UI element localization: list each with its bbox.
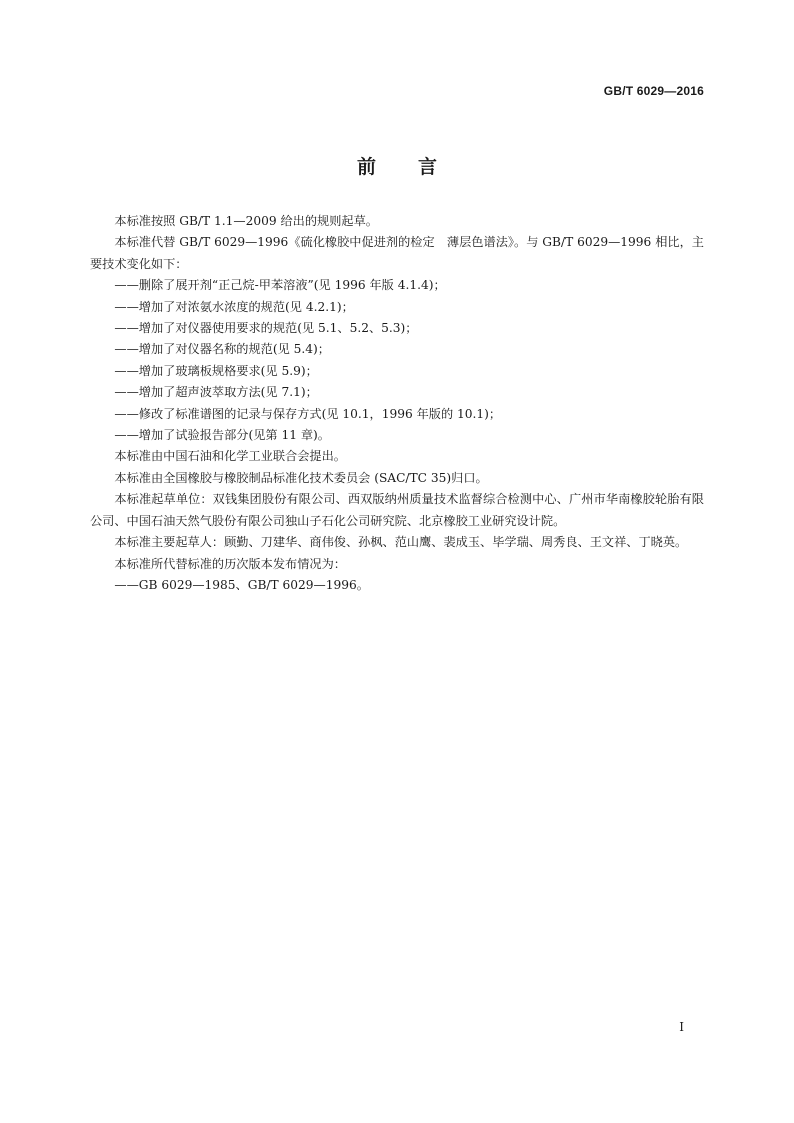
change-item: ——增加了对仪器使用要求的规范(见 5.1、5.2、5.3)； bbox=[114, 321, 418, 336]
standard-code-header: GB/T 6029—2016 bbox=[603, 84, 704, 98]
paragraph-proposer: 本标准由中国石油和化学工业联合会提出。 bbox=[114, 449, 346, 464]
change-item: ——增加了对浓氨水浓度的规范(见 4.2.1)； bbox=[114, 299, 354, 314]
change-item: ——删除了展开剂“正己烷-甲苯溶液”(见 1996 年版 4.1.4)； bbox=[114, 278, 446, 293]
change-item: ——增加了试验报告部分(见第 11 章)。 bbox=[114, 428, 330, 443]
paragraph-drafting-rules: 本标准按照 GB/T 1.1—2009 给出的规则起草。 bbox=[114, 214, 378, 228]
page-title bbox=[0, 152, 794, 179]
change-item: ——增加了玻璃板规格要求(见 5.9)； bbox=[114, 363, 318, 378]
paragraph-technical-committee: 本标准由全国橡胶与橡胶制品标准化技术委员会 (SAC/TC 35)归口。 bbox=[114, 470, 488, 485]
page-number: I bbox=[679, 1020, 684, 1034]
title-char-2: 言 bbox=[418, 156, 438, 178]
paragraph-version-history: 本标准所代替标准的历次版本发布情况为： bbox=[114, 556, 346, 571]
change-item: ——修改了标准谱图的记录与保存方式(见 10.1，1996 年版的 10.1)； bbox=[114, 406, 502, 421]
title-char-1: 前 bbox=[356, 156, 376, 178]
version-history-item: ——GB 6029—1985、GB/T 6029—1996。 bbox=[114, 577, 369, 592]
change-item: ——增加了对仪器名称的规范(见 5.4)； bbox=[114, 342, 330, 357]
change-item: ——增加了超声波萃取方法(见 7.1)； bbox=[114, 385, 318, 400]
paragraph-replacement: 本标准代替 GB/T 6029—1996《硫化橡胶中促进剂的检定 薄层色谱法》。与 GB/T 6029—1996 相比，主要技术变化如下： bbox=[90, 235, 704, 271]
paragraph-drafting-units: 本标准起草单位：双钱集团股份有限公司、西双版纳州质量技术监督综合检测中心、广州市华南橡胶轮胎有限公司、中国石油天然气股份有限公司独山子石化公司研究院、北京橡胶工业研究设计院。 bbox=[90, 492, 704, 528]
foreword-body bbox=[90, 211, 704, 596]
paragraph-drafters: 本标准主要起草人：顾勤、刀建华、商伟俊、孙枫、范山鹰、裴成玉、毕学瑞、周秀良、王文祥、丁晓英。 bbox=[114, 535, 688, 550]
